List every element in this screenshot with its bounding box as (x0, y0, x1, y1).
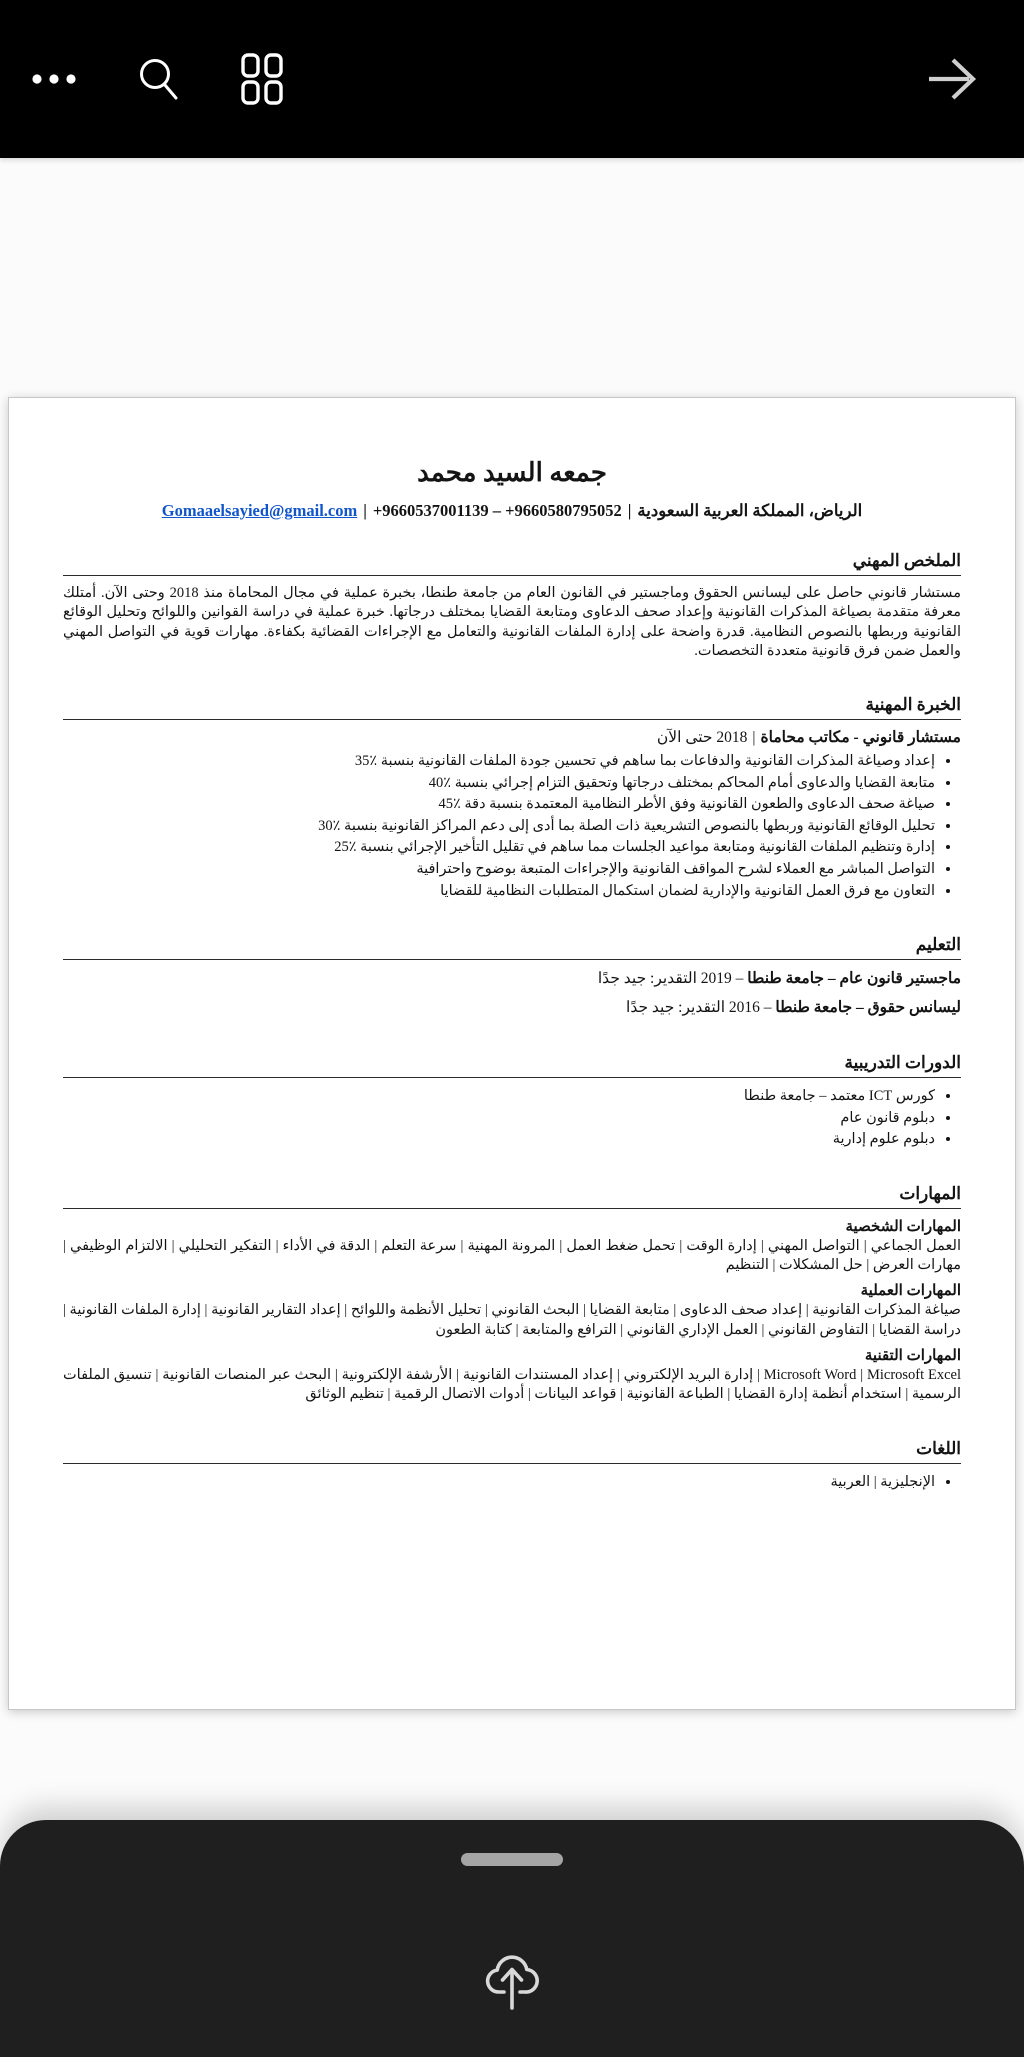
job-period: 2018 حتى الآن (656, 729, 748, 747)
candidate-name: جمعه السيد محمد (417, 458, 607, 487)
education-details: – 2016 التقدير: جيد جدًا (626, 998, 772, 1016)
experience-bullet: • التواصل المباشر مع العملاء لشرح المواقف القانونية والإجراءات المتبعة بوضوح واحترافية (63, 859, 935, 880)
email-link[interactable]: Gomaaelsayied@gmail.com (161, 501, 358, 520)
language-bullet: • الإنجليزية | العربية (63, 1472, 935, 1493)
experience-bullet: • التعاون مع فرق العمل القانونية والإدارية لضمان استكمال المتطلبات النظامية للقضايا (63, 881, 935, 902)
education-degree: ليسانس حقوق – جامعة طنطا (775, 998, 961, 1016)
drag-handle[interactable] (461, 1853, 563, 1866)
section-courses (63, 1053, 961, 1150)
section-experience (63, 695, 961, 901)
search-button[interactable] (134, 55, 182, 103)
skills-group-text: صياغة المذكرات القانونية | إعداد صحف الدعاوى | متابعة القضايا | البحث القانوني | تحليل الأنظمة واللوائح | إعداد التقارير القانونية | إدارة الملفات القانونية | دراسة القضايا | التفاوض القانوني | العمل الإداري القانوني | الترافع والمتابعة | كتابة الطعون (63, 1302, 961, 1338)
section-skills (63, 1184, 961, 1405)
section-rule (63, 1077, 961, 1078)
contact-location: الرياض، المملكة العربية السعودية (637, 501, 863, 520)
courses-bullet-list (63, 1086, 961, 1150)
experience-bullet: • صياغة صحف الدعاوى والطعون القانونية وفق الأطر النظامية المعتمدة بنسبة دقة ٪45 (63, 794, 935, 815)
contact-line (63, 501, 961, 521)
job-title-line (63, 728, 961, 747)
summary-title: الملخص المهني (852, 551, 961, 570)
job-role: مستشار قانوني - مكاتب محاماة (760, 729, 961, 747)
languages-bullet-list (63, 1472, 961, 1493)
section-rule (63, 575, 961, 576)
skills-group-text: العمل الجماعي | التواصل المهني | إدارة الوقت | تحمل ضغط العمل | المرونة المهنية | سرعة التعلم | الدقة في الأداء | التفكير التحليلي | الالتزام الوظيفي | مهارات العرض | حل المشكلات | التنظيم (63, 1237, 961, 1274)
experience-title: الخبرة المهنية (865, 695, 961, 715)
contact-phones: +9660537001139 – +9660580795052 (372, 501, 622, 520)
course-bullet: • دبلوم قانون عام (63, 1108, 935, 1129)
contact-separator: | (363, 501, 367, 520)
education-title: التعليم (915, 935, 961, 955)
section-summary (63, 551, 961, 661)
summary-text: مستشار قانوني حاصل على ليسانس الحقوق وماجستير في القانون العام من جامعة طنطا، بخبرة عملية في مجال المحاماة منذ 2018 وحتى الآن. أمتلك معرفة متقدمة بصياغة المذكرات القانونية وإعداد صحف الدعاوى ومتابعة القضايا بمختلف درجاتها. خبرة عملية في دراسة القوانين واللوائح وتحليل الوقائع القانونية وربطها بالنصوص النظامية. قدرة واضحة على إدارة الملفات القانونية والتعامل مع الإجراءات القضائية بكفاءة. مهارات قوية في التواصل المهني والعمل ضمن فرق قانونية متعددة التخصصات. (63, 585, 961, 659)
course-bullet: • كورس ICT معتمد – جامعة طنطا (63, 1086, 935, 1107)
section-rule (63, 1463, 961, 1464)
skills-group-text: Microsoft Word | Microsoft Excel | إدارة البريد الإلكتروني | إعداد المستندات القانونية | الأرشفة الإلكترونية | البحث عبر المنصات القانونية | تنسيق الملفات الرسمية | استخدام أنظمة إدارة القضايا | الطباعة القانونية | قواعد البيانات | أدوات الاتصال الرقمية | تنظيم الوثائق (63, 1366, 961, 1403)
document-page (8, 397, 1016, 1710)
search-icon (136, 56, 180, 102)
section-languages (63, 1439, 961, 1493)
upload-button[interactable] (483, 1946, 541, 2017)
cloud-upload-icon (483, 2002, 541, 2017)
more-options-icon (31, 73, 77, 85)
experience-bullet-list (63, 751, 961, 901)
toolbar-left-group (30, 55, 286, 103)
skills-group-label: المهارات الشخصية (845, 1218, 961, 1235)
job-separator: | (752, 729, 756, 747)
section-rule (63, 719, 961, 720)
education-item (63, 968, 961, 990)
bottom-sheet (0, 1820, 1024, 2057)
education-degree: ماجستير قانون عام – جامعة طنطا (747, 970, 961, 988)
skills-group-label: المهارات العملية (860, 1283, 961, 1300)
more-options-button[interactable] (30, 55, 78, 103)
courses-title: الدورات التدريبية (844, 1053, 961, 1073)
education-item (63, 997, 961, 1019)
education-details: – 2019 التقدير: جيد جدًا (597, 970, 744, 988)
grid-view-icon (241, 53, 283, 105)
course-bullet: • دبلوم علوم إدارية (63, 1129, 935, 1150)
languages-title: اللغات (916, 1438, 961, 1458)
top-toolbar (0, 0, 1024, 158)
section-education (63, 935, 961, 1019)
skills-title: المهارات (899, 1183, 961, 1203)
section-rule (63, 1208, 961, 1209)
forward-button[interactable] (928, 55, 976, 103)
section-rule (63, 959, 961, 960)
contact-separator: | (627, 501, 632, 520)
skills-group-label: المهارات التقنية (864, 1347, 961, 1364)
experience-bullet: • إعداد وصياغة المذكرات القانونية والدفاعات بما ساهم في تحسين جودة الملفات القانونية بنسبة ٪35 (63, 751, 935, 772)
experience-bullet: • متابعة القضايا والدعاوى أمام المحاكم بمختلف درجاتها وتحقيق التزام إجرائي بنسبة ٪40 (63, 773, 935, 794)
experience-bullet: • إدارة وتنظيم الملفات القانونية ومتابعة مواعيد الجلسات مما ساهم في تقليل التأخير الإجرائي بنسبة ٪25 (63, 837, 935, 858)
grid-view-button[interactable] (238, 55, 286, 103)
experience-bullet: • تحليل الوقائع القانونية وربطها بالنصوص التشريعية ذات الصلة بما أدى إلى دعم المراكز القانونية بنسبة ٪30 (63, 816, 935, 837)
forward-arrow-icon (927, 55, 977, 103)
